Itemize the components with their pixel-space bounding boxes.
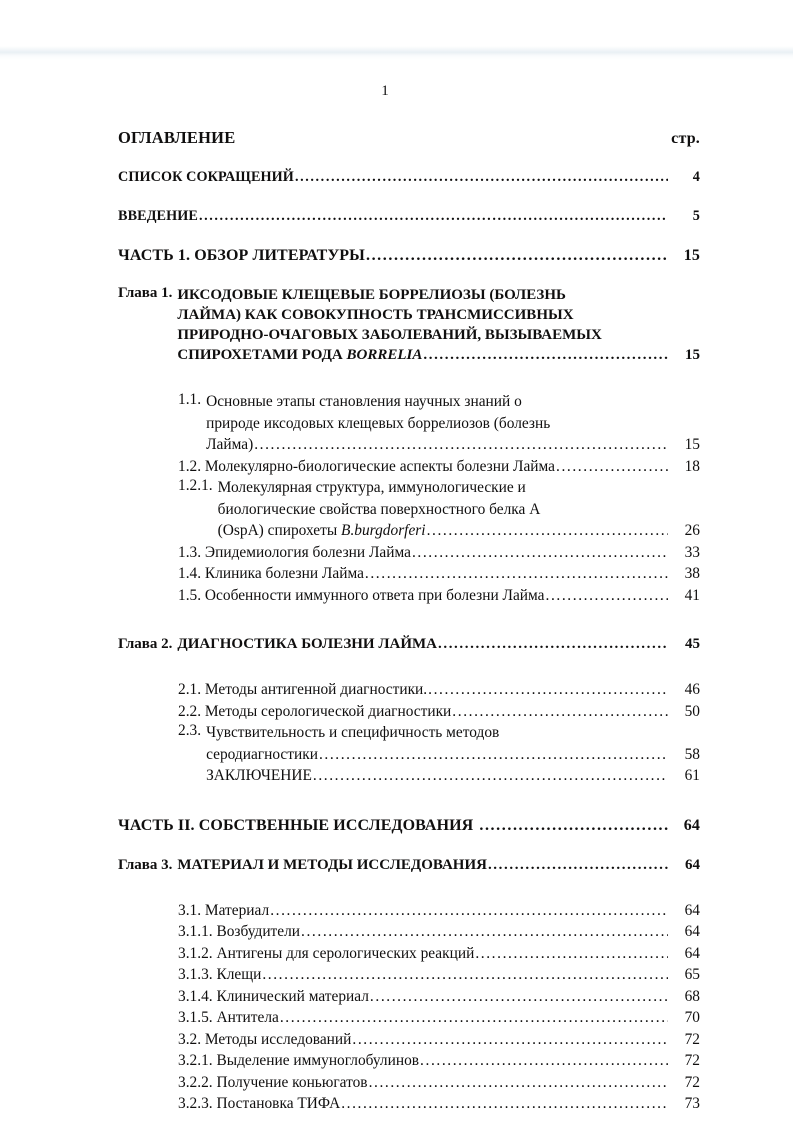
dot-leader	[295, 169, 668, 186]
dot-leader	[366, 247, 668, 265]
toc-entry-page: 65	[684, 966, 700, 983]
dot-leader	[452, 701, 668, 723]
toc-entry-page: 73	[684, 1095, 700, 1112]
toc-entry-label: 2.1. Методы антигенной диагностики.	[178, 681, 428, 698]
section-line-text	[218, 520, 426, 542]
toc-entry-label: 2.2. Методы серологической диагностики	[178, 702, 452, 720]
toc-entry-page: 38	[684, 565, 700, 582]
chapter-number: Глава 2.	[118, 636, 173, 652]
toc-entry-abbreviations[interactable]	[118, 169, 700, 186]
section-line	[218, 477, 700, 499]
spacer	[118, 874, 700, 900]
toc-pages-column-label: стр.	[671, 130, 700, 147]
toc-entry-label: 3.1.1. Возбудители	[178, 923, 301, 940]
toc-entry-label: ЧАСТЬ 1. ОБЗОР ЛИТЕРАТУРЫ	[118, 247, 365, 264]
toc-entry-page: 72	[684, 1052, 700, 1069]
toc-entry-label: 3.2. Методы исследований	[178, 1030, 352, 1048]
section-line	[206, 413, 700, 435]
toc-entry-page: 61	[684, 767, 700, 784]
dot-leader	[270, 900, 668, 922]
section-line-text: Лайма)	[206, 436, 254, 453]
toc-entry-page: 72	[684, 1030, 700, 1048]
section-line-text: Молекулярная структура, иммунологические и	[217, 479, 526, 496]
dot-leader	[546, 585, 668, 607]
chapter-title-last-line	[177, 345, 700, 365]
toc-entry-conclusion[interactable]	[206, 765, 700, 787]
toc-entry-label: 3.1.4. Клинический материал	[178, 987, 369, 1005]
chapter-number: Глава 3.	[118, 856, 173, 873]
dot-leader	[280, 1007, 668, 1029]
toc-entry-page: 18	[684, 457, 700, 475]
chapter-title-block	[177, 285, 700, 365]
toc-entry-label: 3.2.2. Получение коньюгатов	[178, 1073, 368, 1091]
toc-entry-page: 68	[684, 987, 700, 1005]
toc-entry-page: 15	[683, 247, 700, 264]
toc-entry-section-2-2[interactable]	[178, 701, 700, 723]
toc-entry-label: ЗАКЛЮЧЕНИЕ	[206, 767, 312, 784]
spacer	[118, 653, 700, 679]
toc-entry-section-3[interactable]	[178, 1007, 700, 1029]
toc-entry-page: 58	[684, 745, 700, 763]
toc-entry-page: 4	[692, 169, 700, 185]
toc-entry-page: 15	[684, 436, 700, 453]
chapter-title-line-text: ИКСОДОВЫЕ КЛЕЩЕВЫЕ БОРРЕЛИОЗЫ (БОЛЕЗНЬ	[177, 287, 566, 303]
toc-entry-page: 33	[684, 543, 700, 561]
dot-leader	[369, 1072, 668, 1094]
dot-leader	[352, 1029, 668, 1051]
toc-entry-section-1-3[interactable]	[178, 542, 700, 564]
table-of-contents	[118, 128, 700, 1115]
toc-entry-section-3[interactable]	[178, 1093, 700, 1115]
toc-entry-page: 41	[684, 586, 700, 604]
toc-entry-label: 3.1.5. Антитела	[178, 1009, 279, 1026]
toc-entry-chapter-3[interactable]	[118, 857, 700, 874]
dot-leader	[319, 744, 668, 766]
dot-leader	[479, 817, 668, 835]
toc-entry-section-3[interactable]	[178, 1072, 700, 1094]
toc-entry-page: 46	[684, 681, 700, 698]
toc-entry-label: 3.2.3. Постановка ТИФА	[178, 1095, 341, 1112]
toc-entry-part-2[interactable]	[118, 817, 700, 835]
toc-entry-label: 1.2. Молекулярно-биологические аспекты болезни Лайма	[178, 457, 556, 475]
section-title-block	[218, 477, 700, 542]
chapter-title: МАТЕРИАЛ И МЕТОДЫ ИССЛЕДОВАНИЯ	[177, 856, 487, 873]
dot-leader	[199, 208, 668, 225]
toc-entry-section-1-2[interactable]	[178, 456, 700, 478]
toc-entry-page: 15	[685, 347, 700, 363]
toc-entry-section-1-2-1[interactable]	[178, 477, 700, 542]
section-line-text: серодиагностики	[206, 745, 318, 763]
toc-entry-label: 1.4. Клиника болезни Лайма	[178, 565, 364, 582]
toc-header	[118, 128, 700, 148]
page-folio-number: 1	[381, 83, 389, 99]
toc-entry-page: 64	[683, 816, 700, 834]
chapter-title-line	[177, 325, 700, 345]
toc-entry-section-3[interactable]	[178, 921, 700, 943]
toc-entry-section-3[interactable]	[178, 986, 700, 1008]
section-line-text: природе иксодовых клещевых боррелиозов (болезнь	[206, 414, 551, 432]
toc-title: ОГЛАВЛЕНИЕ	[118, 128, 236, 147]
chapter-title-line	[177, 285, 700, 305]
scan-artifact-haze	[0, 46, 793, 60]
toc-entry-label: ЧАСТЬ II. СОБСТВЕННЫЕ ИССЛЕДОВАНИЯ	[118, 816, 474, 834]
section-line	[206, 722, 700, 744]
section-species-name: B.burgdorferi	[341, 522, 426, 539]
toc-entry-page: 26	[684, 522, 700, 539]
toc-entry-label: ВВЕДЕНИЕ	[118, 208, 198, 224]
toc-entry-page: 5	[692, 208, 700, 224]
dot-leader	[428, 679, 668, 701]
spacer	[118, 606, 700, 636]
section-line	[218, 499, 700, 521]
dot-leader	[254, 434, 668, 456]
toc-entry-label: 1.3. Эпидемиология болезни Лайма	[178, 543, 411, 561]
chapter-title-line	[177, 305, 700, 325]
toc-entry-section-2-1[interactable]	[178, 679, 700, 701]
section-line	[206, 391, 700, 413]
section-number: 1.2.1.	[178, 477, 213, 494]
chapter-title: ДИАГНОСТИКА БОЛЕЗНИ ЛАЙМА	[177, 636, 437, 652]
toc-entry-label: 3.1.2. Антигены для серологических реакций	[178, 944, 475, 962]
dot-leader	[423, 345, 668, 365]
toc-section-group-chapter-2	[178, 679, 700, 787]
dot-leader	[556, 456, 668, 478]
toc-entry-label: 3.1. Материал	[178, 901, 270, 919]
spacer	[118, 787, 700, 817]
toc-entry-part-1[interactable]	[118, 247, 700, 265]
dot-leader	[370, 986, 668, 1008]
toc-entry-section-2-3[interactable]	[178, 722, 700, 787]
section-line-text: Чувствительность и специфичность методов	[206, 724, 500, 741]
toc-entry-section-3[interactable]	[178, 1029, 700, 1051]
dot-leader	[262, 964, 668, 986]
section-line-text: Основные этапы становления научных знаний о	[206, 393, 522, 410]
toc-entry-section-1-1[interactable]	[178, 391, 700, 456]
dot-leader	[365, 563, 668, 585]
dot-leader	[438, 636, 668, 653]
section-last-line	[218, 520, 700, 542]
toc-entry-introduction[interactable]	[118, 208, 700, 225]
section-title-block	[206, 722, 700, 787]
toc-entry-section-3[interactable]	[178, 943, 700, 965]
dot-leader	[475, 943, 668, 965]
section-number: 2.3.	[178, 722, 202, 739]
toc-entry-label: 3.1.3. Клещи	[178, 966, 262, 983]
chapter-title-line-text: ПРИРОДНО-ОЧАГОВЫХ ЗАБОЛЕВАНИЙ, ВЫЗЫВАЕМЫХ	[177, 327, 602, 343]
toc-entry-page: 72	[684, 1073, 700, 1091]
toc-entry-label: 3.2.1. Выделение иммуноглобулинов	[178, 1052, 420, 1069]
chapter-title-species-name: BORRELIA	[346, 347, 423, 363]
toc-entry-page: 45	[685, 636, 700, 652]
dot-leader	[341, 1093, 668, 1115]
toc-entry-chapter-2[interactable]	[118, 636, 700, 653]
dot-leader	[427, 520, 668, 542]
spacer	[118, 365, 700, 391]
toc-entry-page: 70	[684, 1009, 700, 1026]
toc-entry-section-1-4[interactable]	[178, 563, 700, 585]
toc-entry-section-3[interactable]	[178, 1050, 700, 1072]
toc-section-group-chapter-1	[178, 391, 700, 606]
toc-entry-page: 50	[684, 702, 700, 720]
toc-entry-chapter-1[interactable]	[118, 285, 700, 365]
section-line-text: биологические свойства поверхностного белка А	[217, 500, 541, 518]
chapter-title-line-text-plain: СПИРОХЕТАМИ РОДА	[177, 347, 343, 363]
toc-section-group-chapter-3	[178, 900, 700, 1115]
toc-entry-page: 64	[684, 944, 700, 962]
toc-entry-page: 64	[684, 923, 700, 940]
section-last-line	[206, 744, 700, 766]
toc-entry-section-3[interactable]	[178, 964, 700, 986]
toc-entry-label: 1.5. Особенности иммунного ответа при болезни Лайма	[178, 586, 545, 604]
chapter-title-line-text: ЛАЙМА) КАК СОВОКУПНОСТЬ ТРАНСМИССИВНЫХ	[177, 307, 574, 323]
toc-entry-page: 64	[685, 856, 700, 873]
toc-entry-section-1-5[interactable]	[178, 585, 700, 607]
chapter-title-line-text	[177, 345, 422, 365]
section-last-line	[206, 434, 700, 456]
dot-leader	[313, 765, 668, 787]
dot-leader	[412, 542, 668, 564]
toc-entry-page: 64	[684, 901, 700, 919]
dot-leader	[488, 857, 668, 874]
toc-entry-label: СПИСОК СОКРАЩЕНИЙ	[118, 169, 294, 185]
section-title-block	[206, 391, 700, 456]
chapter-number: Глава 1.	[118, 285, 173, 301]
section-line-text-plain: (OspA) спирохеты	[217, 522, 338, 539]
toc-entry-section-3[interactable]	[178, 900, 700, 922]
dot-leader	[301, 921, 668, 943]
section-number: 1.1.	[178, 391, 202, 408]
dot-leader	[420, 1050, 668, 1072]
